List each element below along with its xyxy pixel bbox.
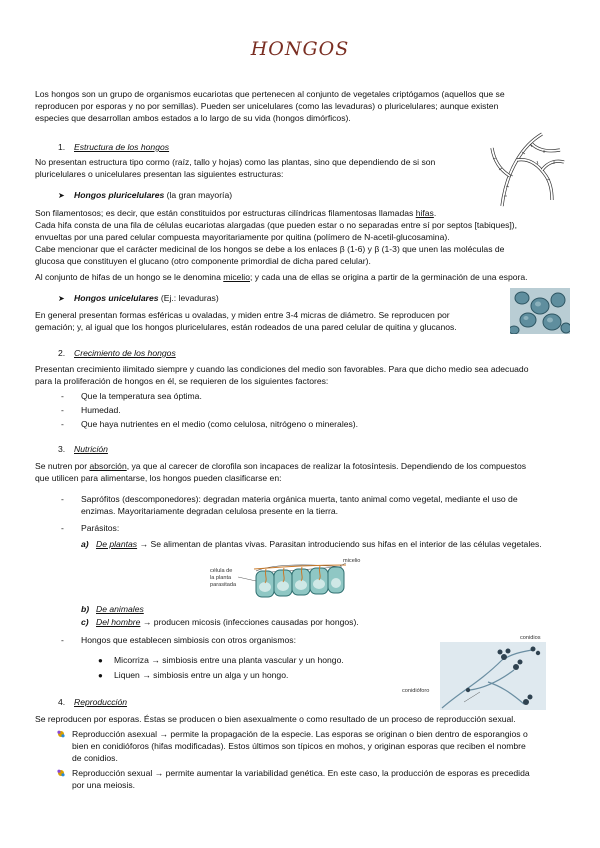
hyphae-illustration: [482, 130, 568, 208]
asexual-line-1: Reproducción asexual → permite la propagación de la especie. Las esporas se originan o bien dentro de esporangios o: [72, 729, 528, 739]
s2-item-2: Humedad.: [81, 405, 121, 415]
saprofitos-line-2: enzimas. Mayoritariamente degradan celulosa presente en la tierra.: [81, 506, 338, 516]
pluri-title: Hongos pluricelulares: [74, 190, 165, 200]
micelio-label: micelio: [343, 558, 361, 564]
item-a-line: [96, 539, 542, 551]
pluri-line-5: glucosa que constituyen el glucano (otro componente primordial de dicha pared celular).: [35, 256, 371, 266]
item-a-heading: De plantas: [96, 539, 138, 549]
section-4-heading: Reproducción: [74, 697, 128, 707]
arrow-bullet-icon: ➤: [58, 191, 65, 200]
s1-line-2: pluricelulares o unicelulares presentan las siguientes estructuras:: [35, 169, 284, 179]
star-bullet-icon: [56, 768, 66, 778]
uni-title: Hongos unicelulares: [74, 293, 159, 303]
uni-heading: [74, 293, 219, 305]
uni-line-1: En general presentan formas esféricas u ovaladas, y miden entre 3-4 micras de diámetro. Se reproducen por: [35, 310, 450, 320]
conidia-micrograph: [440, 642, 546, 710]
section-1-heading: Estructura de los hongos: [74, 142, 170, 152]
section-4-number: 4.: [58, 697, 66, 707]
micelio-a: Al conjunto de hifas de un hongo se le denomina: [35, 272, 224, 282]
item-a-text: → Se alimentan de plantas vivas. Parasitan introduciendo sus hifas en el interior de las células vegetales.: [137, 539, 542, 549]
item-b-heading: De animales: [96, 604, 144, 614]
plant-cell-label-2: la planta: [210, 575, 232, 581]
pluri-heading: [74, 190, 232, 202]
hifas-term: hifas: [415, 208, 434, 218]
micelio-c: ; y cada una de ellas se origina a partir de la germinación de una espora.: [250, 272, 528, 282]
saprofitos-line-1: Saprófitos (descomponedores): degradan materia orgánica muerta, tanto animal como vegetal, mediante el uso de: [81, 494, 518, 504]
s1-line-1: No presentan estructura tipo cormo (raíz, tallo y hojas) como las plantas, sino que dependiendo de si son: [35, 157, 436, 167]
s3-line-1a: Se nutren por: [35, 461, 90, 471]
dot-bullet: ●: [98, 656, 103, 665]
dash-bullet: -: [61, 405, 64, 415]
intro-line-1: Los hongos son un grupo de organismos eucariotas que pertenecen al conjunto de vegetales criptógamos (aquellos que se: [35, 89, 505, 99]
s3-line-1c: , ya que al carecer de clorofila son incapaces de realizar la fotosíntesis. Dependiendo de los compuestos: [126, 461, 527, 471]
s3-line-1: [35, 461, 526, 473]
item-c-letter: c): [81, 617, 89, 627]
item-c-heading: Del hombre: [96, 617, 141, 627]
s2-line-2: para la proliferación de hongos en él, se requieren de los siguientes factores:: [35, 376, 329, 386]
micelio-line: [35, 272, 528, 284]
pluri-line-1a: Son filamentosos; es decir, que están constituidos por estructuras cilíndricas filamentosas llamadas: [35, 208, 416, 218]
plant-cell-label-1: célula de: [210, 568, 233, 574]
sexual-line-2: por una meiosis.: [72, 780, 136, 790]
item-c-text: → producen micosis (infecciones causadas por hongos).: [140, 617, 359, 627]
page-title: HONGOS: [250, 38, 350, 60]
yeast-micrograph: [510, 288, 570, 334]
s2-item-3: Que haya nutrientes en el medio (como celulosa, nitrógeno o minerales).: [81, 419, 359, 429]
pluri-line-2: Cada hifa consta de una fila de células eucariotas alargadas (que pueden estar o no separadas entre sí por septos [tabiques]),: [35, 220, 518, 230]
dash-bullet: -: [61, 391, 64, 401]
section-3-number: 3.: [58, 444, 66, 454]
dot-bullet: ●: [98, 671, 103, 680]
intro-line-3: especies que desarrollan ambos estados a lo largo de su vida (hongos dimórficos).: [35, 113, 351, 123]
s3-line-2: que utilicen para alimentarse, los hongos pueden clasificarse en:: [35, 473, 282, 483]
s2-line-1: Presentan crecimiento ilimitado siempre y cuando las condiciones del medio son favorables. Para que dicho medio sea adecuado: [35, 364, 529, 374]
pluri-line-1c: .: [433, 208, 437, 218]
asexual-line-3: de conidios.: [72, 753, 118, 763]
uni-line-2: gemación; y, al igual que los hongos pluricelulares, están rodeados de una pared celular de quitina y glucanos.: [35, 322, 457, 332]
dash-bullet: -: [61, 523, 64, 533]
asexual-line-2: bien en conidióforos (hifas modificadas). Estos últimos son típicos en mohos, y originan esporas que reciben el nombre: [72, 741, 526, 751]
sexual-line-1: Reproducción sexual → permite aumentar la variabilidad genética. En este caso, la producción de esporas es precedida: [72, 768, 530, 778]
pluri-note: (la gran mayoría): [164, 190, 233, 200]
item-b-letter: b): [81, 604, 90, 614]
arrow-bullet-icon: ➤: [58, 294, 65, 303]
dash-bullet: -: [61, 635, 64, 645]
parasitos-label: Parásitos:: [81, 523, 120, 533]
star-bullet-icon: [56, 729, 66, 739]
conidia-label: conidios: [520, 635, 541, 641]
simbiosis-label: Hongos que establecen simbiosis con otros organismos:: [81, 635, 296, 645]
item-a-letter: a): [81, 539, 89, 549]
section-2-number: 2.: [58, 348, 66, 358]
dash-bullet: -: [61, 494, 64, 504]
uni-note: (Ej.: levaduras): [158, 293, 219, 303]
absorcion-term: absorción: [89, 461, 127, 471]
conidioforo-label: conidióforo: [402, 688, 430, 694]
intro-line-2: reproducen por esporas y no por semillas). Pueden ser unicelulares (como las levaduras) o pluricelulares; aunque existen: [35, 101, 499, 111]
micelio-term: micelio: [223, 272, 250, 282]
plant-cell-label-3: parasitada: [210, 582, 237, 588]
pluri-line-3: envueltas por una pared celular compuesta mayoritariamente por quitina (polímero de N-acetil-glucosamina).: [35, 232, 450, 242]
pluri-line-4: Cabe mencionar que el carácter medicinal de los hongos se debe a los enlaces β (1-6) y β (1-3) que unen las moléculas de: [35, 244, 505, 254]
pluri-line-1: [35, 208, 436, 220]
dash-bullet: -: [61, 419, 64, 429]
section-3-heading: Nutrición: [74, 444, 108, 454]
s2-item-1: Que la temperatura sea óptima.: [81, 391, 202, 401]
s4-line: Se reproducen por esporas. Éstas se producen o bien asexualmente o como resultado de un proceso de reproducción sexual.: [35, 714, 516, 724]
liquen-line: Liquen → simbiosis entre un alga y un hongo.: [114, 670, 289, 680]
section-2-heading: Crecimiento de los hongos: [74, 348, 176, 358]
item-c-line: [96, 617, 359, 629]
section-1-number: 1.: [58, 142, 66, 152]
micorriza-line: Micorriza → simbiosis entre una planta vascular y un hongo.: [114, 655, 344, 665]
